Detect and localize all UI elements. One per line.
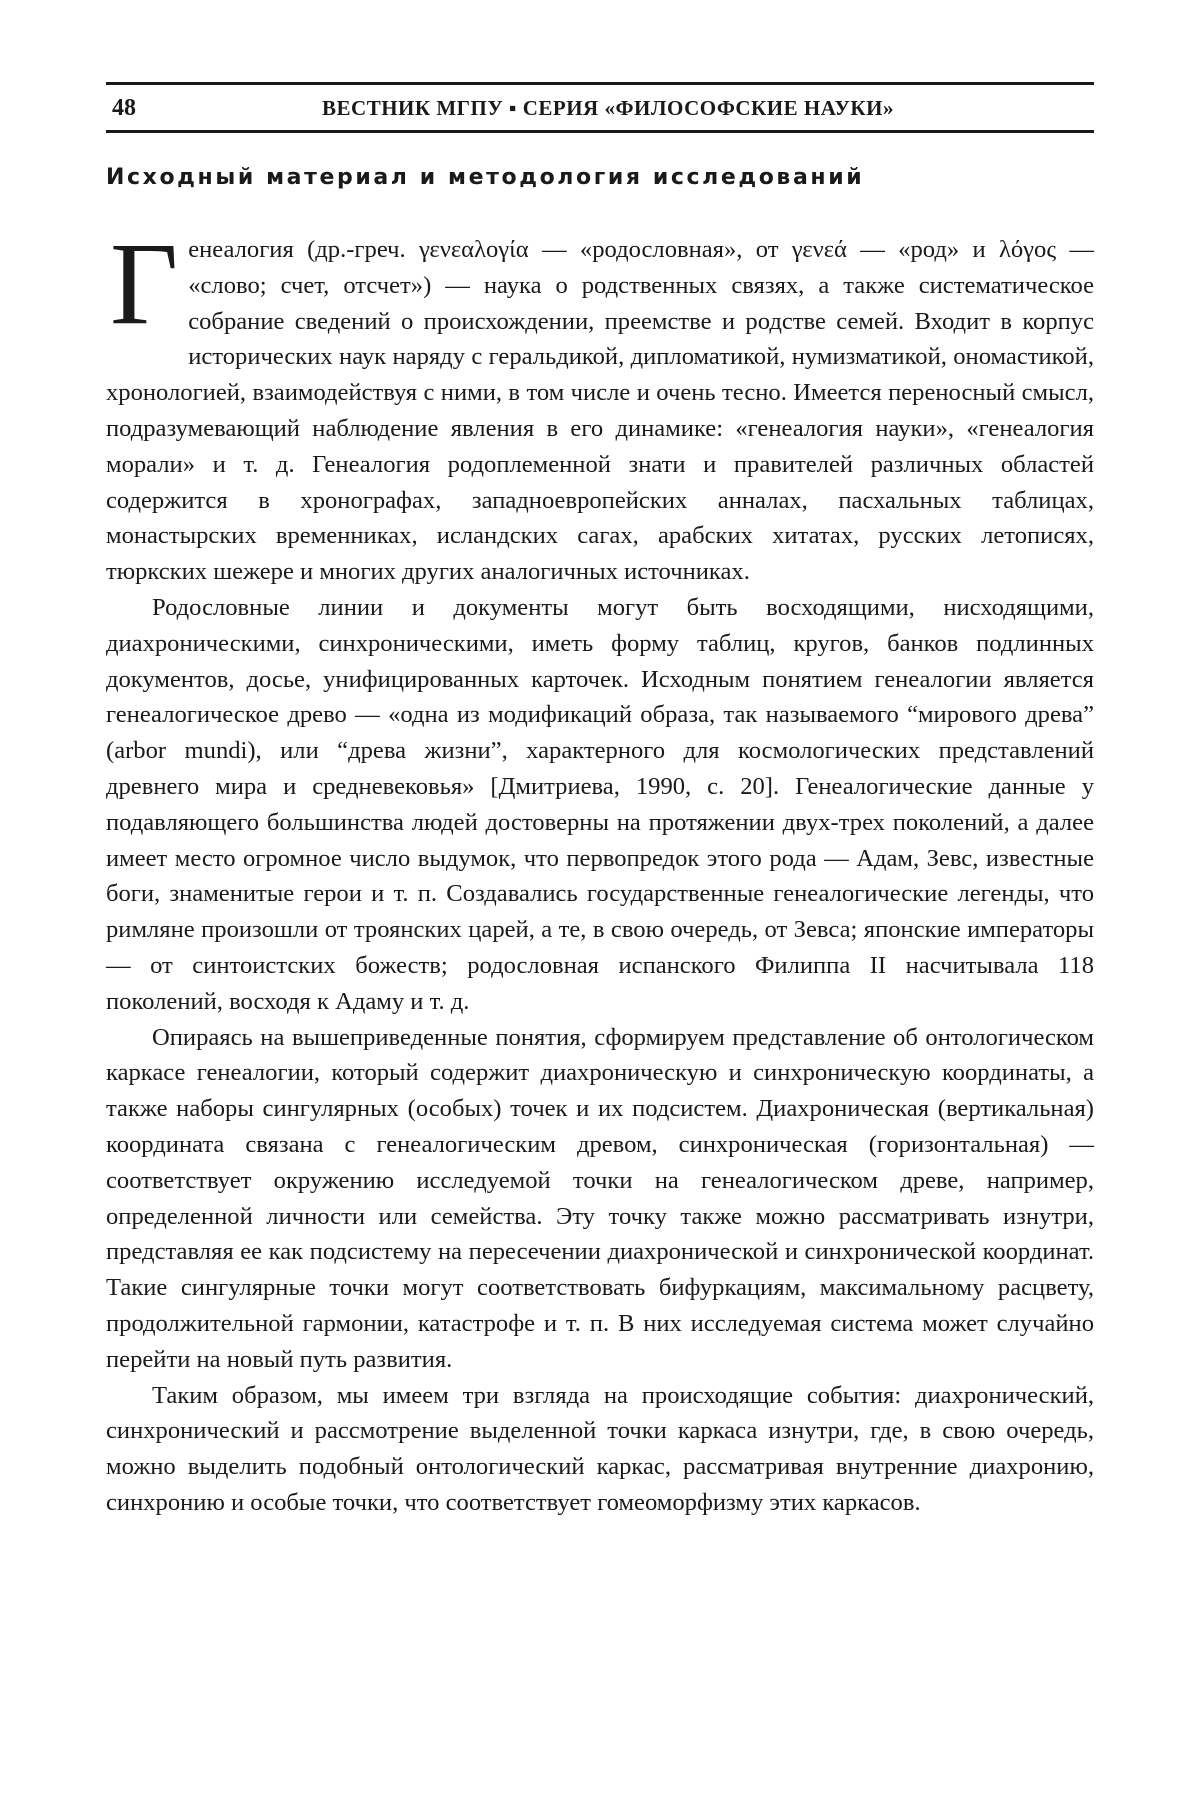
running-header xyxy=(106,88,1094,128)
page-number: 48 xyxy=(106,95,232,122)
header-top-rule xyxy=(106,82,1094,85)
paragraph-3: Опираясь на вышеприведенные понятия, сформируем представление об онтологическом каркасе генеалогии, который содержит диахроническую и синхроническую координаты, а также наборы сингулярных (особых) точек и их подсистем. Диахроническая (вертикальная) координата связана с генеалогическим древом, синхроническая (горизонтальная) — соответствует окружению исследуемой точки на генеалогическом древе, например, определенной личности или семейства. Эту точку также можно рассматривать изнутри, представляя ее как подсистему на пересечении диахронической и синхронической координат. Такие сингулярные точки могут соответствовать бифуркациям, максимальному расцвету, продолжительной гармонии, катастрофе и т. п. В них исследуемая система может случайно перейти на новый путь развития. xyxy=(106,1020,1094,1378)
journal-page xyxy=(106,0,1094,1800)
paragraph-2: Родословные линии и документы могут быть восходящими, нисходящими, диахроническими, синхроническими, иметь форму таблиц, кругов, банков подлинных документов, досье, унифицированных карточек. Исходным понятием генеалогии является генеалогическое древо — «одна из модификаций образа, так называемого “мирового древа” (arbor mundi), или “древа жизни”, характерного для космологических представлений древнего мира и средневековья» [Дмитриева, 1990, с. 20]. Генеалогические данные у подавляющего большинства людей достоверны на протяжении двух-трех поколений, а далее имеет место огромное число выдумок, что первопредок этого рода — Адам, Зевс, известные боги, знаменитые герои и т. п. Создавались государственные генеалогические легенды, что римляне произошли от троянских царей, а те, в свою очередь, от Зевса; японские императоры — от синтоистских божеств; родословная испанского Филиппа II насчитывала 118 поколений, восходя к Адаму и т. д. xyxy=(106,590,1094,1020)
drop-cap: Г xyxy=(110,236,178,340)
header-bottom-rule xyxy=(106,130,1094,133)
article-body xyxy=(106,232,1094,1521)
paragraph-1 xyxy=(106,232,1094,590)
paragraph-1-text: енеалогия (др.-греч. γενεαλογία — «родословная», от γενεά — «род» и λόγος — «слово; счет, отсчет») — наука о родственных связях, а также систематическое собрание сведений о происхождении, преемстве и родстве семей. Входит в корпус исторических наук наряду с геральдикой, дипломатикой, нумизматикой, ономастикой, хронологией, взаимодействуя с ними, в том числе и очень тесно. Имеется переносный смысл, подразумевающий наблюдение явления в его динамике: «генеалогия науки», «генеалогия морали» и т. д. Генеалогия родоплеменной знати и правителей различных областей содержится в хронографах, западноевропейских анналах, пасхальных таблицах, монастырских временниках, исландских сагах, арабских хитатах, русских летописях, тюркских шежере и многих других аналогичных источниках. xyxy=(106,236,1094,585)
paragraph-4: Таким образом, мы имеем три взгляда на происходящие события: диахронический, синхронический и рассмотрение выделенной точки каркаса изнутри, где, в свою очередь, можно выделить подобный онтологический каркас, рассматривая внутренние диахронию, синхронию и особые точки, что соответствует гомеоморфизму этих каркасов. xyxy=(106,1378,1094,1521)
running-title: ВЕСТНИК МГПУ ▪ СЕРИЯ «ФИЛОСОФСКИЕ НАУКИ» xyxy=(232,96,1094,121)
section-heading: Исходный материал и методология исследований xyxy=(106,165,864,190)
